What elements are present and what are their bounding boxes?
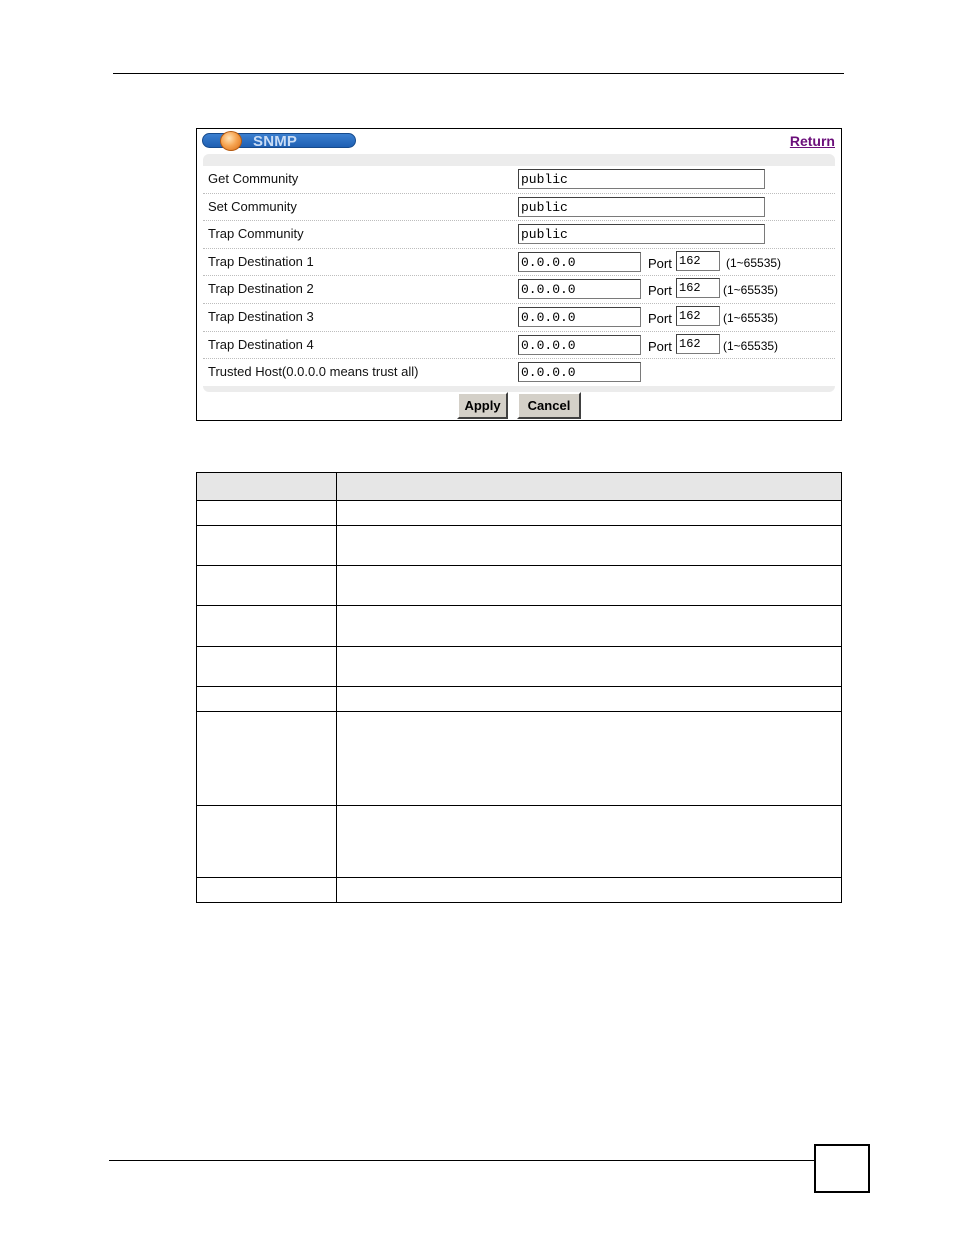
port-label: Port [648,338,672,354]
snmp-panel [196,128,842,421]
table-cell [337,687,842,712]
table-cell [197,526,337,566]
trap-community-input[interactable]: public [518,224,765,244]
trap-destination-row [203,304,835,332]
panel-title-bar [202,133,356,148]
table-row [197,647,842,687]
table-cell [337,501,842,526]
port-range-hint: (1~65535) [723,310,779,325]
table-cell [197,566,337,606]
trap-destination-label: Trap Destination 1 [208,253,314,269]
trap-destination-row [203,276,835,304]
form-area [203,154,835,392]
table-cell [197,647,337,687]
port-range-hint: (1~65535) [726,255,782,270]
get-community-label: Get Community [208,171,299,186]
page-number-box [814,1144,870,1193]
table-row [197,526,842,566]
table-cell [197,878,337,903]
set-community-row [203,194,835,222]
apply-button[interactable]: Apply [457,392,508,419]
table-header-cell [337,473,842,501]
get-community-row [203,166,835,194]
port-label: Port [648,310,672,326]
port-label: Port [648,283,672,299]
table-cell [337,712,842,806]
orb-icon [220,131,242,151]
table-cell [337,878,842,903]
table-header-row [197,473,842,501]
trap-destination-label: Trap Destination 2 [208,281,314,297]
table-row [197,806,842,878]
footer-rule [109,1160,814,1161]
trusted-host-input[interactable]: 0.0.0.0 [518,362,641,382]
trusted-host-row [203,359,835,386]
trap-community-row [203,221,835,249]
trap-destination-label: Trap Destination 3 [208,308,314,324]
panel-title: SNMP [253,133,298,150]
trap-destination-ip-input[interactable]: 0.0.0.0 [518,307,641,327]
port-range-hint: (1~65535) [723,338,779,353]
table-cell [197,687,337,712]
table-row [197,712,842,806]
return-link[interactable]: Return [789,133,835,149]
table-cell [337,566,842,606]
table-row [197,606,842,647]
trap-destination-label: Trap Destination 4 [208,336,314,352]
trap-destination-row [203,332,835,360]
trap-destination-ip-input[interactable]: 0.0.0.0 [518,252,641,272]
port-label: Port [648,255,672,271]
trap-community-label: Trap Community [208,226,304,242]
table-row [197,566,842,606]
table-row [197,501,842,526]
set-community-label: Set Community [208,198,297,214]
table-cell [197,501,337,526]
table-cell [197,712,337,806]
trap-destination-ip-input[interactable]: 0.0.0.0 [518,335,641,355]
trap-destination-row [203,249,835,277]
table-cell [197,806,337,878]
cancel-button[interactable]: Cancel [517,392,581,419]
get-community-input[interactable]: public [518,169,765,189]
table-cell [197,606,337,647]
description-table [196,472,842,903]
table-row [197,878,842,903]
table-cell [337,526,842,566]
header-rule [113,73,844,74]
table-cell [337,806,842,878]
trap-destination-port-input[interactable]: 162 [676,334,720,354]
trap-destination-port-input[interactable]: 162 [676,306,720,326]
trusted-host-label: Trusted Host(0.0.0.0 means trust all) [208,364,419,380]
trap-destination-port-input[interactable]: 162 [676,251,720,271]
set-community-input[interactable]: public [518,197,765,217]
table-cell [337,606,842,647]
trap-destination-port-input[interactable]: 162 [676,278,720,298]
trap-destination-ip-input[interactable]: 0.0.0.0 [518,279,641,299]
table-cell [337,647,842,687]
port-range-hint: (1~65535) [723,283,779,298]
table-header-cell [197,473,337,501]
table-row [197,687,842,712]
